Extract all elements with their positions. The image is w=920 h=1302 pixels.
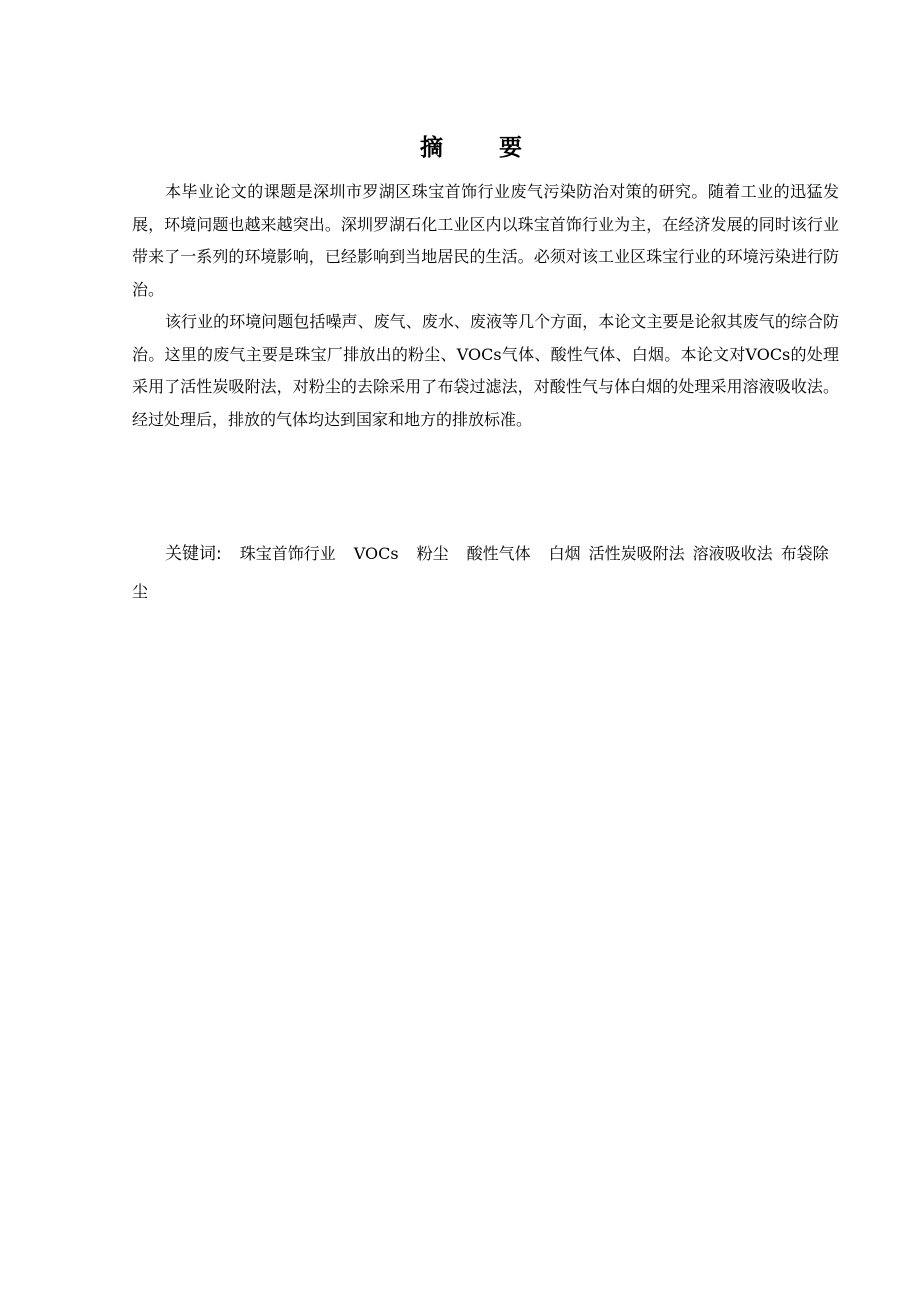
keyword-item: 粉尘 <box>416 544 449 563</box>
abstract-paragraph-1: 本毕业论文的课题是深圳市罗湖区珠宝首饰行业废气污染防治对策的研究。随着工业的迅猛发展，环境问题也越来越突出。深圳罗湖石化工业区内以珠宝首饰行业为主，在经济发展的同时该行业带来了一系列的环境影响，已经影响到当地居民的生活。必须对该工业区珠宝行业的环境污染进行防治。 <box>132 182 839 299</box>
abstract-title: 摘 要 <box>419 135 546 161</box>
keyword-item: 白烟 <box>548 544 581 563</box>
abstract-paragraph-2: 该行业的环境问题包括噪声、废气、废水、废液等几个方面，本论文主要是论叙其废气的综合防治。这里的废气主要是珠宝厂排放出的粉尘、VOCs气体、酸性气体、白烟。本论文对VOCs的处理采用了活性炭吸附法，对粉尘的去除采用了布袋过滤法，对酸性气与体白烟的处理采用溶液吸收法。经过处理后，排放的气体均达到国家和地方的排放标准。 <box>132 312 839 429</box>
keyword-item: 溶液吸收法 <box>692 544 773 563</box>
keyword-item: VOCs <box>353 544 399 563</box>
keyword-item: 活性炭吸附法 <box>588 544 685 563</box>
abstract-body <box>132 176 839 436</box>
keyword-item: 布袋除尘 <box>132 544 829 601</box>
keywords-label: 关键词: <box>165 544 222 564</box>
keyword-item: 酸性气体 <box>466 544 531 563</box>
keywords-section <box>132 535 847 610</box>
keyword-item: 珠宝首饰行业 <box>239 544 336 563</box>
